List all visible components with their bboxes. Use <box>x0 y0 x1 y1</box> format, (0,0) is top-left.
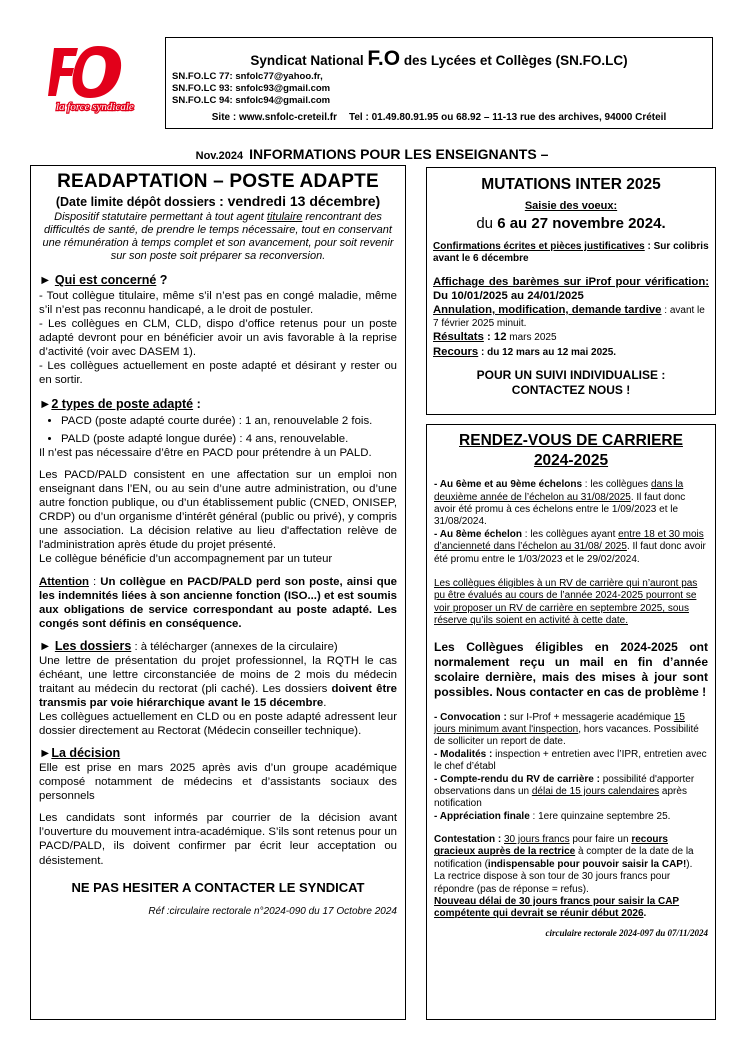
confirm-label: Confirmations écrites et pièces justificatives <box>433 240 645 252</box>
dossiers-heading <box>39 639 397 654</box>
mail-note: Les Collègues éligibles en 2024-2025 ont normalement reçu un mail en fin d’année scolaire dernière, mais des mises à jour sont possibles. Nous contacter en cas de problème ! <box>434 639 708 699</box>
header-box <box>165 37 713 129</box>
deadline-pre: (Date limite dépôt dossiers <box>55 195 220 210</box>
modalites <box>434 749 708 774</box>
dossiers-after: : à télécharger (annexes de la circulaire) <box>131 640 338 653</box>
readaptation-box <box>30 165 406 1020</box>
compte-rendu <box>434 774 708 811</box>
saisie-dates-pre: du <box>476 215 498 233</box>
attention <box>39 575 397 631</box>
banner-title: INFORMATIONS POUR LES ENSEIGNANTS – <box>249 146 549 162</box>
convocation-2: , hors vacances. Possibilité de solliciter un report de date. <box>434 723 699 748</box>
compte-rendu-underlined: délai de 15 jours calendaires <box>531 785 660 797</box>
decision-title: La décision <box>51 746 121 761</box>
dossiers-title: Les dossiers <box>54 638 132 653</box>
nouveau-delai-text: Nouveau délai de 30 jours francs pour saisir la CAP compétente qui devrait se réunir début 2026 <box>434 896 680 920</box>
convocation-1: sur I-Prof + messagerie académique <box>506 711 674 723</box>
e8-sep: : les collègues ayant <box>522 528 619 540</box>
compte-rendu-label: - Compte-rendu du RV de carrière : <box>434 773 600 785</box>
dossiers-text-1: Une lettre de présentation du projet professionnel, la RQTH le cas échéant, une lettre circonstanciée de moins de 2 mois du médecin traitant au médecin du rectorat (pli caché). Les dossiers <box>39 654 397 695</box>
modalites-text: inspection + entretien avec l’IPR, entretien avec le chef d’établ <box>434 748 707 773</box>
contact-line-77: SN.FO.LC 77: snfolc77@yahoo.fr, <box>172 71 323 82</box>
compte-rendu-2: après notification <box>434 785 687 810</box>
contestation-3: ). <box>686 858 693 870</box>
eligible-note: Les collègues éligibles à un RV de carrière qui n’auront pas pu être évalués au cours de l’année 2024-2025 pourront se voir proposer un RV de carrière en septembre 2025, sous réserve qu’ils soient en activité à cette date. <box>434 578 698 627</box>
affichage <box>433 275 709 303</box>
header-title-post: des Lycées et Collèges (SN.FO.LC) <box>400 53 628 68</box>
who-q: ? <box>156 273 168 288</box>
site-line <box>166 112 712 123</box>
intro <box>39 211 397 264</box>
suivi-line-1: POUR UN SUIVI INDIVIDUALISE : <box>476 368 666 383</box>
types-list <box>39 414 397 446</box>
contestation-1: pour faire un <box>569 834 632 846</box>
e8-label: - Au 8ème échelon <box>434 528 522 540</box>
pacd-tutor: Le collègue bénéficie d’un accompagnement par un tuteur <box>39 553 333 566</box>
rdv-title-1: RENDEZ-VOUS DE CARRIERE <box>459 432 683 449</box>
dossiers-text <box>39 654 397 710</box>
echelon-6-9 <box>434 479 708 529</box>
contact-union: NE PAS HESITER A CONTACTER LE SYNDICAT <box>71 879 365 895</box>
rdv-carriere-box <box>426 424 716 1020</box>
fo-logo <box>48 44 158 116</box>
banner-date: Nov.2024 <box>195 150 244 162</box>
header-title <box>166 47 712 71</box>
e8-underlined: entre 18 et 30 mois d’ancienneté dans l’échelon au 31/08/ 2025 <box>434 528 704 553</box>
contact-line-94: SN.FO.LC 94: snfolc94@gmail.com <box>172 95 331 106</box>
attention-label: Attention <box>39 575 89 588</box>
contestation-rectrice: La rectrice dispose à son tour de 30 jours francs pour répondre (pas de réponse = refus). <box>434 871 671 895</box>
annulation-after: : avant le 7 février 2025 minuit. <box>433 305 705 329</box>
convocation-label: - Convocation : <box>434 711 507 723</box>
appreciation-label: - Appréciation finale <box>434 810 530 822</box>
modalites-label: - Modalités : <box>434 748 493 760</box>
recours <box>433 345 709 360</box>
type-pacd: • PACD (poste adapté courte durée) : 1 an, renouvelable 2 fois. <box>61 414 397 428</box>
types-note: Il n’est pas nécessaire d’être en PACD pour prétendre à un PALD. <box>39 447 372 460</box>
appreciation-text: : 1ere quinzaine septembre 25. <box>529 810 671 822</box>
convocation <box>434 712 708 749</box>
resultats-after: mars 2025 <box>506 332 557 344</box>
resultats-value: 12 <box>493 331 507 344</box>
types-heading <box>39 397 397 412</box>
dossiers-cld: Les collègues actuellement en CLD ou en poste adapté adressent leur dossier directement au Rectorat (Médecin conseiller technique). <box>39 711 397 738</box>
who-heading <box>39 273 397 288</box>
e6-sep: : les collègues <box>582 479 651 491</box>
saisie-label: Saisie des voeux: <box>524 200 618 213</box>
contact-line-93: SN.FO.LC 93: snfolc93@gmail.com <box>172 83 331 94</box>
decision-text-2: Les candidats sont informés par courrier de la décision avant l’ouverture du mouvement intra-académique. S’ils sont retenus pour un PACD/PALD, ils doivent confirmer par écrit leur acceptation ou désistement. <box>39 812 397 867</box>
e6-label: - Au 6ème et au 9ème échelons <box>434 479 583 491</box>
tel-address: Tel : 01.49.80.91.95 ou 68.92 – 11-13 rue des archives, 94000 Créteil <box>348 112 667 123</box>
deadline-date: : vendredi 13 décembre) <box>219 193 381 210</box>
header-title-fo: F.O <box>367 47 401 70</box>
types-title: 2 types de poste adapté <box>51 396 194 411</box>
decision-heading <box>39 746 397 761</box>
who-2: - Les collègues en CLM, CLD, dispo d’office retenus pour un poste adapté devront pour en bénéficier avoir un avis favorable à la reprise d’activité (voir avec DASEM 1). <box>39 317 397 358</box>
header-title-pre: Syndicat National <box>250 53 368 68</box>
site-link[interactable]: Site : www.snfolc-creteil.fr <box>211 112 337 123</box>
annulation-label: Annulation, modification, demande tardive <box>433 304 662 317</box>
recours-label: Recours <box>433 345 479 358</box>
mutations-box <box>426 167 716 415</box>
type-pald: • PALD (poste adapté longue durée) : 4 ans, renouvelable. <box>61 432 397 446</box>
dossiers-marker: ► <box>39 638 55 653</box>
echelon-8 <box>434 529 708 566</box>
mutations-title: MUTATIONS INTER 2025 <box>481 176 661 193</box>
appreciation <box>434 811 708 823</box>
left-reference: Réf :circulaire rectorale n°2024-090 du 17 Octobre 2024 <box>148 905 397 917</box>
contestation-label: Contestation : <box>434 834 502 846</box>
resultats-label: Résultats <box>433 331 484 344</box>
convocation-underlined: 15 jours minimum avant l'inspection <box>434 711 685 735</box>
attention-text: Un collègue en PACD/PALD perd son poste, ainsi que les indemnités liées à son ancienne fonction (ISO...) et est soumis aux obligations de service correspondant au poste adapté. Les congés sont définis en conséquence. <box>39 575 397 630</box>
dossiers-end: . <box>323 696 327 709</box>
confirm-after: : Sur colibris avant le 6 décembre <box>433 240 709 265</box>
types-colon: : <box>193 396 201 411</box>
compte-rendu-1: possibilité d'apporter observations dans un <box>434 773 695 797</box>
confirmations <box>433 241 709 266</box>
intro-2: rencontrant des difficultés de santé, de prendre le temps nécessaire, tout en conservant une rémunération à temps complet et son avancement, pour soit revenir sur son poste soit préparer sa reconversion. <box>42 210 394 263</box>
who-marker: ► <box>39 273 55 288</box>
logo-tagline: la force syndicale <box>56 101 134 113</box>
rdv-reference: circulaire rectorale 2024-097 du 07/11/2024 <box>545 927 708 938</box>
saisie-dates <box>433 215 709 234</box>
who-1: - Tout collègue titulaire, même s’il n’est pas en congé maladie, même s’il n’est pas reconnu handicapé, a le droit de postuler. <box>39 289 397 316</box>
nouveau-delai <box>434 896 708 921</box>
attention-sep: : <box>88 575 101 588</box>
saisie-dates-bold: 6 au 27 novembre 2024. <box>497 215 666 233</box>
types-marker: ► <box>39 396 52 411</box>
contestation-days: 30 jours francs <box>504 834 570 846</box>
contestation-bold: indispensable pour pouvoir saisir la CAP! <box>487 858 687 870</box>
decision-text: Elle est prise en mars 2025 après avis d’un groupe académique composé notamment de médecins et d’assistants sociaux des personnels <box>39 762 397 803</box>
banner <box>0 146 744 164</box>
contestation-recours: recours gracieux auprès de la rectrice <box>434 834 668 858</box>
intro-1: Dispositif statutaire permettant à tout agent <box>54 210 267 223</box>
decision-marker: ► <box>39 746 52 761</box>
e6-after: . Il faut donc avoir été promu à ces échelons entre le 1/09/2023 et le 31/08/2024. <box>434 491 686 528</box>
resultats-sep: : <box>483 331 494 344</box>
who-3: - Les collègues actuellement en poste adapté et désirant y rester ou en sortir. <box>39 359 397 386</box>
e6-underlined: dans la deuxième année de l’échelon au 31/08/2025 <box>434 479 684 503</box>
affichage-dates: Du 10/01/2025 au 24/01/2025 <box>433 289 584 302</box>
suivi-line-2: CONTACTEZ NOUS ! <box>511 383 631 398</box>
e8-after: . Il faut donc avoir été promu entre le 1/03/2023 et le 29/02/2024. <box>434 541 706 565</box>
intro-titulaire: titulaire <box>266 210 303 223</box>
recours-after: : du 12 mars au 12 mai 2025. <box>478 346 617 358</box>
deadline <box>39 193 397 210</box>
annulation <box>433 303 709 330</box>
contestation <box>434 834 708 871</box>
rdv-title-2: 2024-2025 <box>533 452 609 470</box>
resultats <box>433 330 709 345</box>
dossiers-bold: doivent être transmis par voie hiérarchique avant le 15 décembre <box>39 682 398 709</box>
pacd-text: Les PACD/PALD consistent en une affectation sur un emploi non enseignant dans l’EN, ou au sein d’une autre administration, ou d’une autre fonction publique, ou d’un établissement public (CNED, ONISEP, CRDP) ou d’un organisme d’intérêt général (public ou privé), y compris une association. La décision relative au lieu d'affectation relève de l'administration après étude du projet présenté. <box>39 469 397 552</box>
affichage-label: Affichage des barèmes sur iProf pour vérification: <box>433 275 709 288</box>
who-title: Qui est concerné <box>54 273 157 288</box>
contestation-2: à compter de la date de la notification ( <box>434 846 694 870</box>
nouveau-delai-end: . <box>643 908 647 920</box>
readaptation-title: READAPTATION – POSTE ADAPTE <box>57 171 379 192</box>
